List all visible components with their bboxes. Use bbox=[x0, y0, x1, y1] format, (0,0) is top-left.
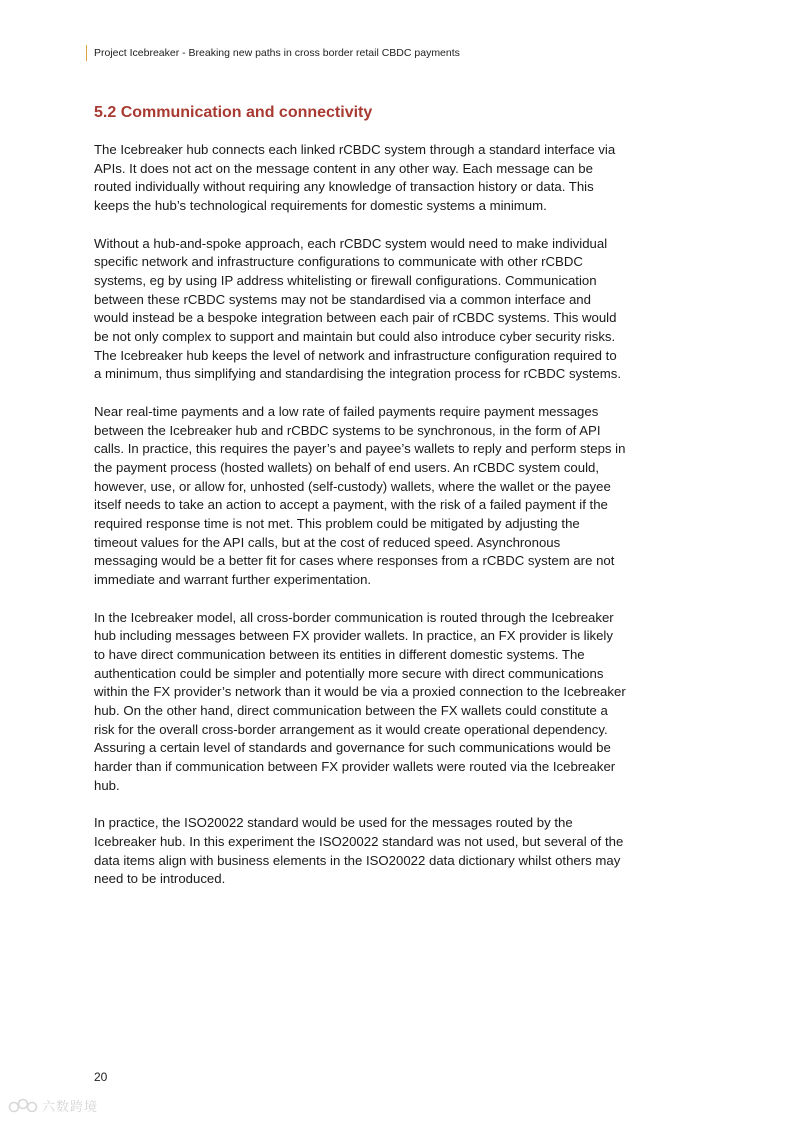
section-body bbox=[94, 141, 626, 908]
watermark bbox=[8, 1096, 98, 1115]
paragraph-1: The Icebreaker hub connects each linked rCBDC system through a standard interface via APIs. It does not act on the message content in any other way. Each message can be routed individually without requiring any knowledge of transaction history or data. This keeps the hub’s technological requirements for domestic systems a minimum. bbox=[94, 142, 616, 214]
running-header bbox=[86, 45, 460, 61]
paragraph-3: Near real-time payments and a low rate of failed payments require payment messages between the Icebreaker hub and rCBDC systems to be synchronous, in the form of API calls. In practice, this requires the payer’s and payee’s wallets to reply and perform steps in the payment process (hosted wallets) on behalf of end users. An rCBDC system could, however, use, or allow for, unhosted (self-custody) wallets, where the wallet or the payee itself needs to take an action to accept a payment, with the risk of a failed payment if the required response time is not met. This problem could be mitigated by adjusting the timeout values for the API calls, but at the cost of reduced speed. Asynchronous messaging would be a better fit for cases where responses from a rCBDC system are not immediate and warrant further experimentation. bbox=[94, 403, 626, 588]
paragraph-5: In practice, the ISO20022 standard would be used for the messages routed by the Icebreaker hub. In this experiment the ISO20022 standard was not used, but several of the data items align with business elements in the ISO20022 data dictionary whilst others may need to be introduced. bbox=[94, 815, 624, 887]
paragraph-4: In the Icebreaker model, all cross-border communication is routed through the Icebreaker hub including messages between FX provider wallets. In practice, an FX provider is likely to have direct communication between its entities in different domestic systems. The authentication could be simpler and potentially more secure with direct communications within the FX provider’s network than it would be via a proxied connection to the Icebreaker hub. On the other hand, direct communication between the FX wallets could constitute a risk for the overall cross-border arrangement as it would create operational dependency. Assuring a certain level of standards and governance for such communications would be harder than if communication between FX provider wallets were routed via the Icebreaker hub. bbox=[94, 609, 626, 793]
watermark-text: 六数跨境 bbox=[42, 1100, 99, 1115]
watermark-logo-icon bbox=[8, 1097, 38, 1115]
section-heading: 5.2 Communication and connectivity bbox=[94, 104, 373, 121]
page-number: 20 bbox=[94, 1070, 108, 1084]
paragraph-2: Without a hub-and-spoke approach, each rCBDC system would need to make individual specific network and infrastructure configurations to communicate with other rCBDC systems, eg by using IP address whitelisting or firewall configurations. Communication between these rCBDC systems may not be standardised via a common interface and would instead be a bespoke integration between each pair of rCBDC systems. This would be not only complex to support and maintain but could also introduce cyber security risks. The Icebreaker hub keeps the level of network and infrastructure configuration required to a minimum, thus simplifying and standardising the integration process for rCBDC systems. bbox=[94, 235, 621, 382]
running-header-title: Project Icebreaker - Breaking new paths in cross border retail CBDC payments bbox=[94, 47, 460, 59]
